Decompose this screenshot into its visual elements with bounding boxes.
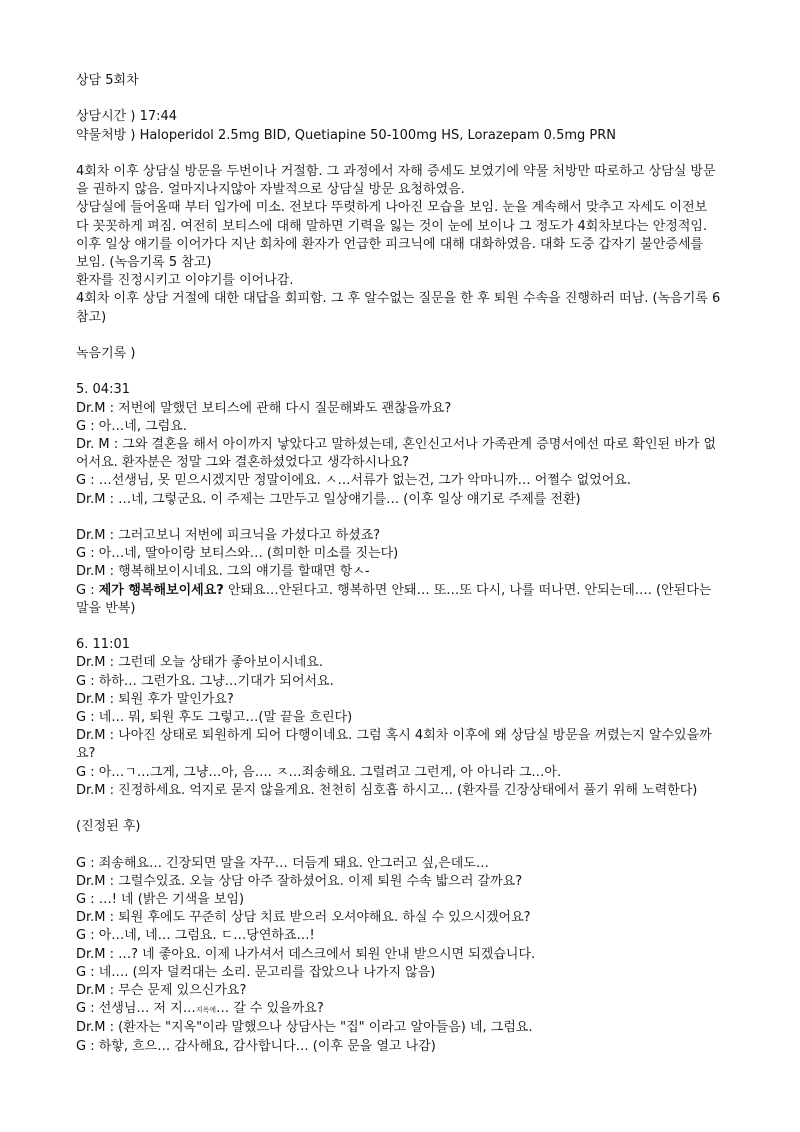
dialogue-rest: 안돼요…안된다고. 행복하면 안돼… 또…또 다시, 나를 떠나면. 안되는데…. (안된다는 <box>223 582 712 598</box>
dialogue-line: Dr.M : 퇴원 후가 말인가요? <box>76 691 234 707</box>
dialogue-line: Dr.M : 그럴수있죠. 오늘 상담 아주 잘하셨어요. 이제 퇴원 수속 밟으러 갈까요? <box>76 873 523 889</box>
recording-6 <box>76 636 736 1056</box>
dialogue-line: G : 네… 뭐, 퇴원 후도 그렇고…(말 끝을 흐린다) <box>76 710 353 726</box>
whisper-rest: … 갈 수 있을까요? <box>216 1001 324 1017</box>
session-summary <box>76 163 736 327</box>
dialogue-line: G : 아…네, 네… 그럼요. ㄷ…당연하죠…! <box>76 928 315 944</box>
recording-header: 5. 04:31 <box>76 382 130 398</box>
spacer <box>76 145 736 163</box>
dialogue-line: Dr.M : 퇴원 후에도 꾸준히 상담 치료 받으러 오셔야해요. 하실 수 있으시겠어요? <box>76 910 531 926</box>
dialogue-line: Dr.M : 그런데 오늘 상태가 좋아보이시네요. <box>76 655 324 671</box>
prescription: 약물처방 ) Haloperidol 2.5mg BID, Quetiapine 50-100mg HS, Lorazepam 0.5mg PRN <box>76 127 616 143</box>
recording-heading: 녹음기록 ) <box>76 346 136 361</box>
dialogue-line: G : …! 네 (밝은 기색을 보임) <box>76 892 245 908</box>
dialogue-line: Dr.M : …? 네 좋아요. 이제 나가셔서 데스크에서 퇴원 안내 받으시면 되겠습니다. <box>76 946 536 962</box>
summary-line: 상담실에 들어올때 부터 입가에 미소. 전보다 뚜렷하게 나아진 모습을 보임. 눈을 계속해서 맞추고 자세도 이전보 <box>76 200 708 216</box>
spacer <box>76 800 736 818</box>
dialogue-line-whisper <box>76 1000 736 1019</box>
recording-5 <box>76 381 736 618</box>
speaker-prefix: G : <box>76 582 99 598</box>
dialogue-line: G : 아…네, 딸아이랑 보티스와… (희미한 미소를 짓는다) <box>76 546 399 562</box>
summary-line: 환자를 진정시키고 이야기를 이어나감. <box>76 273 294 289</box>
spacer <box>76 327 736 345</box>
document-page <box>76 72 736 1056</box>
spacer <box>76 509 736 527</box>
dialogue-line: Dr.M : 행복해보이시네요. 그의 얘기를 할때면 항ㅅ- <box>76 564 370 580</box>
session-time: 상담시간 ) 17:44 <box>76 109 178 125</box>
dialogue-line: G : 하하… 그런가요. 그냥…기대가 되어서요. <box>76 673 334 689</box>
dialogue-line: G : 네…. (의자 덜컥대는 소리. 문고리를 잡았으나 나가지 않음) <box>76 964 436 980</box>
summary-line: 이후 일상 얘기를 이어가다 지난 회차에 환자가 언급한 피크닉에 대해 대화하였음. 대화 도중 갑자기 불안증세를 <box>76 236 704 252</box>
dialogue-line: Dr.M : 저번에 말했던 보티스에 관해 다시 질문해봐도 괜찮을까요? <box>76 400 452 416</box>
dialogue-line: Dr.M : …네, 그렇군요. 이 주제는 그만두고 일상얘기를… (이후 일상 얘기로 주제를 전환) <box>76 491 581 507</box>
dialogue-line: 요? <box>76 746 96 762</box>
dialogue-line: Dr.M : 진정하세요. 억지로 묻지 않을게요. 천천히 심호흡 하시고… (환자를 긴장상태에서 풀기 위해 노력한다) <box>76 782 698 798</box>
dialogue-line: Dr.M : 나아진 상태로 퇴원하게 되어 다행이네요. 그럼 혹시 4회차 이후에 왜 상담실 방문을 꺼렸는지 알수있을까 <box>76 728 712 744</box>
dialogue-line: Dr.M : 그러고보니 저번에 피크닉을 가셨다고 하셨죠? <box>76 528 381 543</box>
whisper-prefix: G : 선생님… 저 지… <box>76 1001 196 1017</box>
summary-line: 을 권하지 않음. 얼마지나지않아 자발적으로 상담실 방문 요청하였음. <box>76 182 465 198</box>
spacer <box>76 363 736 381</box>
summary-line: 보임. (녹음기록 5 참고) <box>76 255 212 270</box>
bold-question: 제가 행복해보이세요? <box>98 582 224 598</box>
summary-line: 4회차 이후 상담실 방문을 두번이나 거절함. 그 과정에서 자해 증세도 보였기에 약물 처방만 따로하고 상담실 방문 <box>76 163 716 179</box>
dialogue-line: G : 아…네, 그럼요. <box>76 418 187 434</box>
summary-line: 다 꼿꼿하게 펴짐. 여전히 보티스에 대해 말하면 기력을 잃는 것이 눈에 보이나 그 정도가 4회차보다는 안정적임. <box>76 218 708 234</box>
recording-header: 6. 11:01 <box>76 637 130 653</box>
dialogue-line: 어서요. 환자분은 정말 그와 결혼하셨었다고 생각하시나요? <box>76 455 410 471</box>
dialogue-line: Dr.M : 무슨 문제 있으신가요? <box>76 983 247 999</box>
spacer <box>76 836 736 854</box>
dialogue-line-emphasis <box>76 582 736 600</box>
dialogue-line: G : …선생님, 못 믿으시겠지만 정말이에요. ㅅ…서류가 없는건, 그가 악마니까… 어쩔수 없었어요. <box>76 473 631 489</box>
dialogue-line: 말을 반복) <box>76 600 136 616</box>
dialogue-line: Dr.M : (환자는 "지옥"이라 말했으나 상담사는 "집" 이라고 알아들음) 네, 그럼요. <box>76 1020 533 1036</box>
dialogue-line: Dr. M : 그와 결혼을 해서 아이까지 낳았다고 말하셨는데, 혼인신고서나 가족관계 증명서에선 따로 확인된 바가 없 <box>76 437 717 452</box>
document-title: 상담 5회차 <box>76 73 139 88</box>
summary-line: 참고) <box>76 309 107 325</box>
calmed-note: (진정된 후) <box>76 819 141 835</box>
dialogue-line: G : 죄송해요… 긴장되면 말을 자꾸… 더듬게 돼요. 안그러고 싶,은데도… <box>76 855 489 871</box>
dialogue-line: G : 아…ㄱ…그게, 그냥…아, 음…. ㅈ…죄송해요. 그럴려고 그런게, 아 아니라 그…아. <box>76 764 562 780</box>
whisper-small-text: 지옥에 <box>195 1006 217 1015</box>
summary-line: 4회차 이후 상담 거절에 대한 대답을 회피함. 그 후 알수없는 질문을 한 후 퇴원 수속을 진행하러 떠남. (녹음기록 6 <box>76 291 721 307</box>
spacer <box>76 618 736 636</box>
spacer <box>76 90 736 108</box>
dialogue-line: G : 하핳, 흐으… 감사해요, 감사합니다… (이후 문을 열고 나감) <box>76 1038 436 1054</box>
